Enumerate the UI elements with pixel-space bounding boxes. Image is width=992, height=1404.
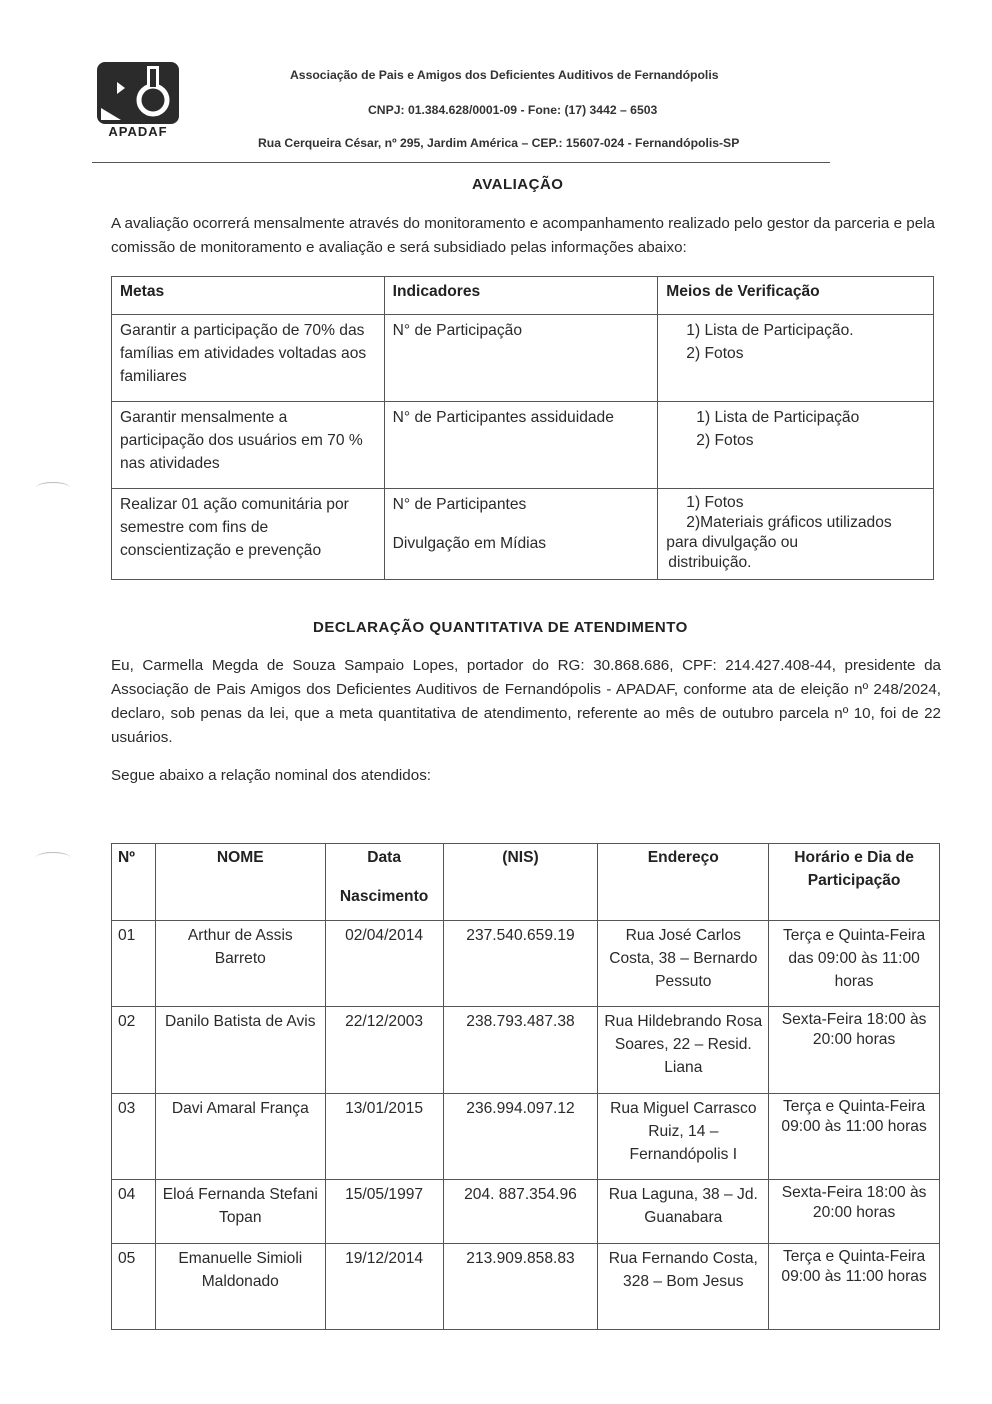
declaration-body — [111, 654, 941, 750]
verification-line: para divulgação ou — [666, 534, 799, 551]
attendees-table-header — [112, 844, 940, 921]
header-birth-line: Nascimento — [339, 888, 429, 905]
evaluation-title: AVALIAÇÃO — [472, 176, 564, 193]
header-address: Endereço — [598, 844, 769, 921]
evaluation-table-header — [112, 277, 934, 315]
indicator-line: N° de Participantes assiduidade — [392, 409, 614, 426]
row-schedule: Terça e Quinta-Feira 09:00 às 11:00 horas — [769, 1094, 940, 1180]
table-row — [112, 1244, 940, 1330]
indicator-cell — [384, 402, 658, 489]
verification-line: 1) Fotos — [686, 494, 744, 511]
indicator-cell — [384, 489, 658, 580]
verification-line: 2) Fotos — [686, 345, 744, 362]
table-row — [112, 1094, 940, 1180]
row-name: Danilo Batista de Avis — [155, 1007, 325, 1094]
meta-cell: Garantir mensalmente a participação dos usuários em 70 % nas atividades — [112, 402, 385, 489]
meta-cell: Realizar 01 ação comunitária por semestre com fins de conscientização e prevenção — [112, 489, 385, 580]
verification-cell — [658, 315, 934, 402]
declaration-follow-text: Segue abaixo a relação nominal dos atendidos: — [111, 767, 432, 784]
header-divider — [92, 162, 830, 163]
indicator-line: N° de Participação — [392, 322, 522, 339]
verification-line: 1) Lista de Participação. — [686, 322, 854, 339]
header-nis: (NIS) — [443, 844, 598, 921]
header-schedule: Horário e Dia de Participação — [769, 844, 940, 921]
row-name: Emanuelle Simioli Maldonado — [155, 1244, 325, 1330]
organization-address: Rua Cerqueira César, nº 295, Jardim América – CEP.: 15607-024 - Fernandópolis-SP — [258, 136, 740, 150]
verification-line: distribuição. — [668, 554, 752, 571]
row-nis: 238.793.487.38 — [443, 1007, 598, 1094]
row-nis: 237.540.659.19 — [443, 921, 598, 1007]
row-schedule: Terça e Quinta-Feira 09:00 às 11:00 horas — [769, 1244, 940, 1330]
verification-cell — [658, 402, 934, 489]
row-address: Rua Fernando Costa, 328 – Bom Jesus — [598, 1244, 769, 1330]
indicator-cell — [384, 315, 658, 402]
row-schedule: Sexta-Feira 18:00 às 20:00 horas — [769, 1007, 940, 1094]
scan-mark — [36, 482, 70, 493]
table-row — [112, 489, 934, 580]
verification-line: 1) Lista de Participação — [696, 409, 860, 426]
row-schedule: Terça e Quinta-Feira das 09:00 às 11:00 horas — [769, 921, 940, 1007]
declaration-follow — [111, 764, 941, 788]
meta-cell: Garantir a participação de 70% das famílias em atividades voltadas aos familiares — [112, 315, 385, 402]
row-birth: 13/01/2015 — [325, 1094, 443, 1180]
row-num: 02 — [112, 1007, 156, 1094]
table-row — [112, 1180, 940, 1244]
table-row — [112, 921, 940, 1007]
evaluation-table — [111, 276, 934, 580]
row-address: Rua Laguna, 38 – Jd. Guanabara — [598, 1180, 769, 1244]
declaration-text: Eu, Carmella Megda de Souza Sampaio Lopes, portador do RG: 30.868.686, CPF: 214.427.408-44, presidente da Associação de Pais Amigos dos Deficientes Auditivos de Fernandópolis - APADAF, conforme ata de eleição nº 248/2024, declaro, sob penas da lei, que a meta quantitativa de atendimento, referente ao mês de outubro parcela nº 10, foi de 22 usuários. — [111, 657, 941, 746]
row-name: Davi Amaral França — [155, 1094, 325, 1180]
indicator-line: Divulgação em Mídias — [392, 535, 547, 552]
letterhead — [92, 58, 834, 168]
header-metas: Metas — [112, 277, 385, 315]
row-birth: 15/05/1997 — [325, 1180, 443, 1244]
row-num: 04 — [112, 1180, 156, 1244]
header-name: NOME — [155, 844, 325, 921]
header-birth-line: Data — [367, 849, 401, 866]
row-address: Rua Miguel Carrasco Ruiz, 14 – Fernandópolis I — [598, 1094, 769, 1180]
row-schedule: Sexta-Feira 18:00 às 20:00 horas — [769, 1180, 940, 1244]
row-birth: 02/04/2014 — [325, 921, 443, 1007]
evaluation-intro — [111, 212, 941, 260]
table-row — [112, 402, 934, 489]
row-nis: 204. 887.354.96 — [443, 1180, 598, 1244]
attendees-table — [111, 843, 940, 1330]
row-address: Rua Hildebrando Rosa Soares, 22 – Resid. Liana — [598, 1007, 769, 1094]
organization-contact: CNPJ: 01.384.628/0001-09 - Fone: (17) 3442 – 6503 — [368, 103, 658, 117]
row-num: 01 — [112, 921, 156, 1007]
row-nis: 213.909.858.83 — [443, 1244, 598, 1330]
scan-mark — [36, 852, 70, 863]
row-birth: 19/12/2014 — [325, 1244, 443, 1330]
verification-line: 2)Materiais gráficos utilizados — [686, 514, 892, 531]
header-meios: Meios de Verificação — [658, 277, 934, 315]
verification-line: 2) Fotos — [696, 432, 754, 449]
verification-cell — [658, 489, 934, 580]
logo-text: APADAF — [108, 124, 168, 139]
row-num: 05 — [112, 1244, 156, 1330]
indicator-line: N° de Participantes — [392, 496, 527, 513]
declaration-title: DECLARAÇÃO QUANTITATIVA DE ATENDIMENTO — [313, 619, 688, 636]
header-indicadores: Indicadores — [384, 277, 658, 315]
ear-logo-icon — [95, 60, 181, 126]
header-birth — [325, 844, 443, 921]
table-row — [112, 1007, 940, 1094]
apadaf-logo — [92, 58, 184, 142]
header-num: Nº — [112, 844, 156, 921]
row-nis: 236.994.097.12 — [443, 1094, 598, 1180]
row-num: 03 — [112, 1094, 156, 1180]
table-row — [112, 315, 934, 402]
row-birth: 22/12/2003 — [325, 1007, 443, 1094]
row-name: Eloá Fernanda Stefani Topan — [155, 1180, 325, 1244]
organization-name: Associação de Pais e Amigos dos Deficientes Auditivos de Fernandópolis — [290, 68, 719, 82]
row-address: Rua José Carlos Costa, 38 – Bernardo Pessuto — [598, 921, 769, 1007]
evaluation-intro-text: A avaliação ocorrerá mensalmente através do monitoramento e acompanhamento realizado pelo gestor da parceria e pela comissão de monitoramento e avaliação e será subsidiado pelas informações abaixo: — [111, 215, 935, 256]
row-name: Arthur de Assis Barreto — [155, 921, 325, 1007]
